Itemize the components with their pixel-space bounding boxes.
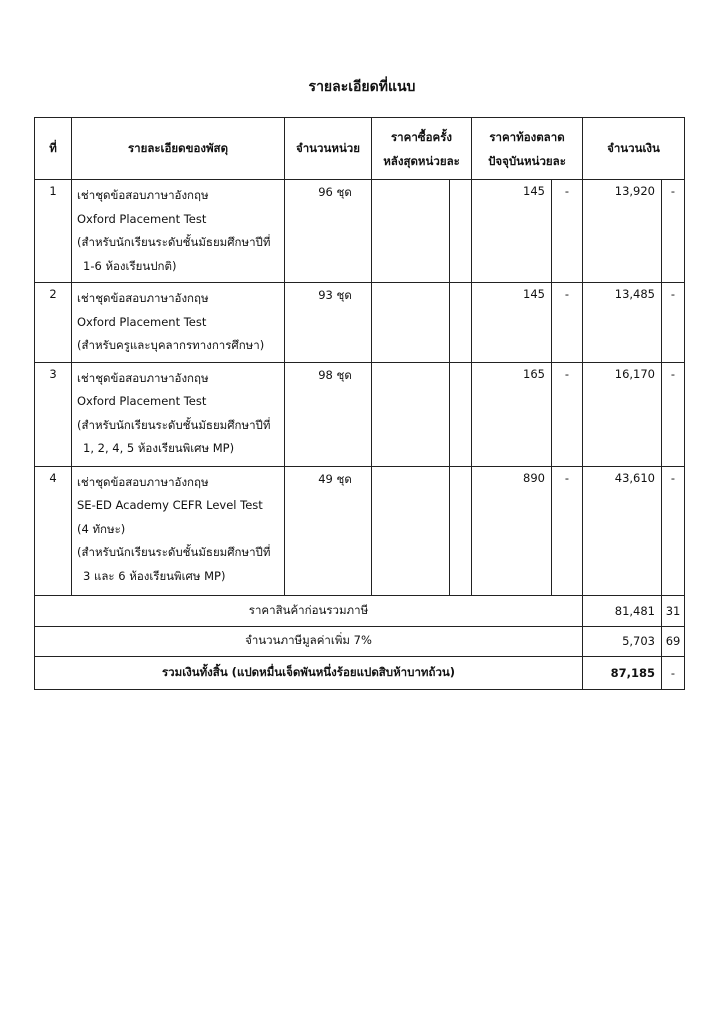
item-price-sat: - <box>552 283 583 363</box>
item-amount: 13,485 <box>583 283 662 363</box>
vat-satang: 69 <box>662 626 685 656</box>
item-desc: เช่าชุดข้อสอบภาษาอังกฤษ Oxford Placement Test (สำหรับนักเรียนระดับชั้นมัธยมศึกษาปีที่ 1, 2, 4, 5 ห้องเรียนพิเศษ MP) <box>72 362 285 466</box>
item-price: 165 <box>472 362 552 466</box>
item-amount-sat: - <box>662 180 685 283</box>
item-last-price <box>372 362 450 466</box>
header-qty: จำนวนหน่วย <box>285 118 372 180</box>
item-last-price-sat <box>450 362 472 466</box>
item-price-sat: - <box>552 466 583 595</box>
total-amount: 87,185 <box>583 656 662 689</box>
total-row <box>35 656 685 689</box>
item-qty: 98 ชุด <box>285 362 372 466</box>
header-desc: รายละเอียดของพัสดุ <box>72 118 285 180</box>
vat-label: จำนวนภาษีมูลค่าเพิ่ม 7% <box>35 626 583 656</box>
item-desc: เช่าชุดข้อสอบภาษาอังกฤษ Oxford Placement Test (สำหรับครูและบุคลากรทางการศึกษา) <box>72 283 285 363</box>
table-row <box>35 466 685 595</box>
item-price-sat: - <box>552 180 583 283</box>
item-price: 145 <box>472 283 552 363</box>
total-satang: - <box>662 656 685 689</box>
table-header-row <box>35 118 685 180</box>
header-last-price: ราคาซื้อครั้ง หลังสุดหน่วยละ <box>372 118 472 180</box>
item-amount-sat: - <box>662 283 685 363</box>
item-amount-sat: - <box>662 466 685 595</box>
item-qty: 49 ชุด <box>285 466 372 595</box>
header-market-price: ราคาท้องตลาด ปัจจุบันหน่วยละ <box>472 118 583 180</box>
vat-amount: 5,703 <box>583 626 662 656</box>
subtotal-amount: 81,481 <box>583 595 662 626</box>
subtotal-satang: 31 <box>662 595 685 626</box>
item-last-price-sat <box>450 466 472 595</box>
header-amount: จำนวนเงิน <box>583 118 685 180</box>
item-last-price <box>372 180 450 283</box>
item-price: 145 <box>472 180 552 283</box>
table-row <box>35 283 685 363</box>
table-row <box>35 180 685 283</box>
item-last-price <box>372 466 450 595</box>
header-no: ที่ <box>35 118 72 180</box>
item-amount: 13,920 <box>583 180 662 283</box>
item-last-price-sat <box>450 283 472 363</box>
item-price-sat: - <box>552 362 583 466</box>
item-price: 890 <box>472 466 552 595</box>
item-no: 2 <box>35 283 72 363</box>
total-label: รวมเงินทั้งสิ้น (แปดหมื่นเจ็ดพันหนึ่งร้อยแปดสิบห้าบาทถ้วน) <box>35 656 583 689</box>
item-amount: 43,610 <box>583 466 662 595</box>
item-amount: 16,170 <box>583 362 662 466</box>
item-desc: เช่าชุดข้อสอบภาษาอังกฤษ SE-ED Academy CEFR Level Test (4 ทักษะ) (สำหรับนักเรียนระดับชั้นมัธยมศึกษาปีที่ 3 และ 6 ห้องเรียนพิเศษ MP) <box>72 466 285 595</box>
item-no: 4 <box>35 466 72 595</box>
page-title: รายละเอียดที่แนบ <box>308 79 416 95</box>
item-qty: 93 ชุด <box>285 283 372 363</box>
item-amount-sat: - <box>662 362 685 466</box>
item-desc: เช่าชุดข้อสอบภาษาอังกฤษ Oxford Placement Test (สำหรับนักเรียนระดับชั้นมัธยมศึกษาปีที่ 1-6 ห้องเรียนปกติ) <box>72 180 285 283</box>
item-qty: 96 ชุด <box>285 180 372 283</box>
item-no: 3 <box>35 362 72 466</box>
item-last-price-sat <box>450 180 472 283</box>
item-no: 1 <box>35 180 72 283</box>
table-row <box>35 362 685 466</box>
subtotal-label: ราคาสินค้าก่อนรวมภาษี <box>35 595 583 626</box>
item-last-price <box>372 283 450 363</box>
items-table <box>34 117 685 690</box>
subtotal-row <box>35 595 685 626</box>
vat-row <box>35 626 685 656</box>
